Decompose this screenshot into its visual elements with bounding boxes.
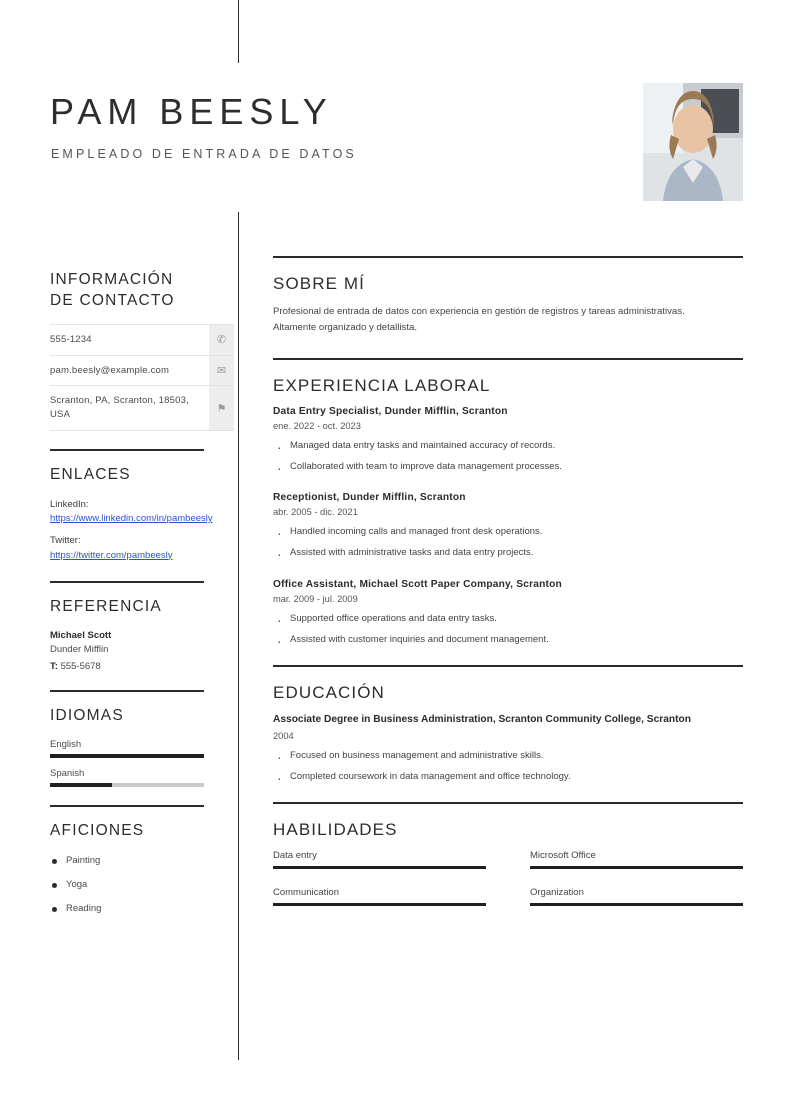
links-section-title: ENLACES (50, 465, 131, 483)
skill-level-bar (273, 903, 486, 906)
main-content (273, 256, 743, 928)
education-item (273, 713, 743, 784)
contact-list (50, 324, 234, 431)
divider-reference (50, 581, 204, 583)
skill-level-fill (530, 903, 743, 906)
contact-address-value: Scranton, PA, Scranton, 18503, USA (50, 395, 189, 421)
language-level-bar (50, 783, 204, 787)
skill-level-bar (530, 866, 743, 869)
skill-level-fill (273, 866, 486, 869)
list-item: · Managed data entry tasks and maintained accuracy of records. (273, 439, 743, 453)
language-item-spanish (50, 768, 230, 787)
experience-item (273, 406, 743, 475)
experience-dates: ene. 2022 - oct. 2023 (273, 420, 361, 431)
about-section (273, 256, 743, 336)
skill-item (530, 887, 743, 906)
education-section (273, 665, 743, 784)
skill-name: Microsoft Office (530, 850, 596, 862)
location-icon: ⚑ (208, 386, 234, 430)
language-name: English (50, 738, 82, 750)
experience-section (273, 358, 743, 648)
list-item: · Handled incoming calls and managed front desk operations. (273, 525, 743, 539)
contact-row-email (50, 356, 234, 387)
contact-title-line2: DE CONTACTO (50, 291, 175, 309)
reference-section-title: REFERENCIA (50, 597, 162, 615)
education-dates: 2004 (273, 730, 294, 741)
hobbies-list (50, 855, 230, 914)
divider-education (273, 665, 743, 667)
language-level-fill (50, 754, 204, 758)
list-item: · Assisted with customer inquiries and document management. (273, 633, 743, 647)
resume-header (0, 63, 794, 212)
divider-experience (273, 358, 743, 360)
experience-bullets (273, 612, 743, 648)
language-name: Spanish (50, 767, 85, 779)
education-bullets (273, 749, 743, 785)
job-title: EMPLEADO DE ENTRADA DE DATOS (51, 147, 357, 161)
contact-row-address (50, 386, 234, 431)
divider-vertical-main (238, 212, 239, 1060)
experience-heading: Data Entry Specialist, Dunder Mifflin, Scranton (273, 405, 508, 417)
education-heading: Associate Degree in Business Administration, Scranton Community College, Scranton (273, 714, 691, 726)
mail-icon: ✉ (208, 356, 234, 386)
language-level-bar (50, 754, 204, 758)
skill-level-bar (273, 866, 486, 869)
divider-skills (273, 802, 743, 804)
reference-company: Dunder Mifflin (50, 643, 109, 655)
skill-name: Data entry (273, 850, 317, 862)
skills-grid (273, 850, 743, 924)
skills-section (273, 802, 743, 924)
list-item: · Supported office operations and data entry tasks. (273, 612, 743, 626)
skill-item (273, 887, 486, 906)
list-item: · Completed coursework in data management and office technology. (273, 770, 743, 784)
about-text: Profesional de entrada de datos con experiencia en gestión de registros y tareas administrativas. Altamente organizado y detallista. (273, 306, 685, 333)
experience-dates: mar. 2009 - jul. 2009 (273, 593, 358, 604)
skills-section-title: HABILIDADES (273, 820, 398, 840)
language-item-english (50, 739, 230, 758)
list-item: Yoga (50, 879, 230, 890)
contact-email-value: pam.beesly@example.com (50, 364, 170, 376)
experience-heading: Office Assistant, Michael Scott Paper Company, Scranton (273, 578, 562, 590)
language-level-fill (50, 783, 112, 787)
contact-section-title (50, 270, 230, 312)
linkedin-label: LinkedIn: (50, 498, 89, 510)
skill-level-fill (273, 903, 486, 906)
divider-vertical-top (238, 0, 239, 63)
skill-name: Communication (273, 887, 339, 899)
skill-level-bar (530, 903, 743, 906)
reference-phone-label: T: (50, 660, 58, 672)
contact-row-phone (50, 324, 234, 356)
reference-name: Michael Scott (50, 629, 112, 641)
divider-links (50, 449, 204, 451)
skill-level-fill (530, 866, 743, 869)
link-item-twitter (50, 534, 230, 563)
divider-about (273, 256, 743, 258)
portrait-photo-icon (643, 83, 743, 201)
twitter-url[interactable]: https://twitter.com/pambeesly (50, 549, 173, 561)
avatar (643, 83, 743, 201)
skill-item (530, 850, 743, 869)
contact-phone-value: 555-1234 (50, 333, 92, 345)
experience-dates: abr. 2005 - dic. 2021 (273, 507, 358, 518)
linkedin-url[interactable]: https://www.linkedin.com/in/pambeesly (50, 513, 213, 525)
list-item: · Collaborated with team to improve data management processes. (273, 460, 743, 474)
page-title: PAM BEESLY (50, 91, 333, 132)
divider-languages (50, 690, 204, 692)
list-item: Reading (50, 903, 230, 914)
experience-bullets (273, 525, 743, 561)
education-section-title: EDUCACIÓN (273, 683, 385, 703)
link-item-linkedin (50, 498, 230, 527)
contact-title-line1: INFORMACIÓN (50, 271, 174, 288)
experience-item (273, 579, 743, 648)
experience-heading: Receptionist, Dunder Mifflin, Scranton (273, 492, 466, 504)
phone-icon: ✆ (208, 325, 234, 355)
skill-item (273, 850, 486, 869)
twitter-label: Twitter: (50, 535, 81, 547)
list-item: · Assisted with administrative tasks and data entry projects. (273, 546, 743, 560)
reference-phone (50, 661, 230, 672)
sidebar (50, 270, 230, 927)
about-section-title: SOBRE MÍ (273, 274, 365, 293)
experience-item (273, 492, 743, 561)
skill-name: Organization (530, 887, 584, 899)
languages-section-title: IDIOMAS (50, 706, 124, 724)
hobbies-section-title: AFICIONES (50, 821, 145, 839)
list-item: · Focused on business management and administrative skills. (273, 749, 743, 763)
divider-hobbies (50, 805, 204, 807)
experience-bullets (273, 439, 743, 475)
reference-phone-value: 555-5678 (60, 660, 101, 672)
experience-section-title: EXPERIENCIA LABORAL (273, 375, 491, 395)
list-item: Painting (50, 855, 230, 866)
